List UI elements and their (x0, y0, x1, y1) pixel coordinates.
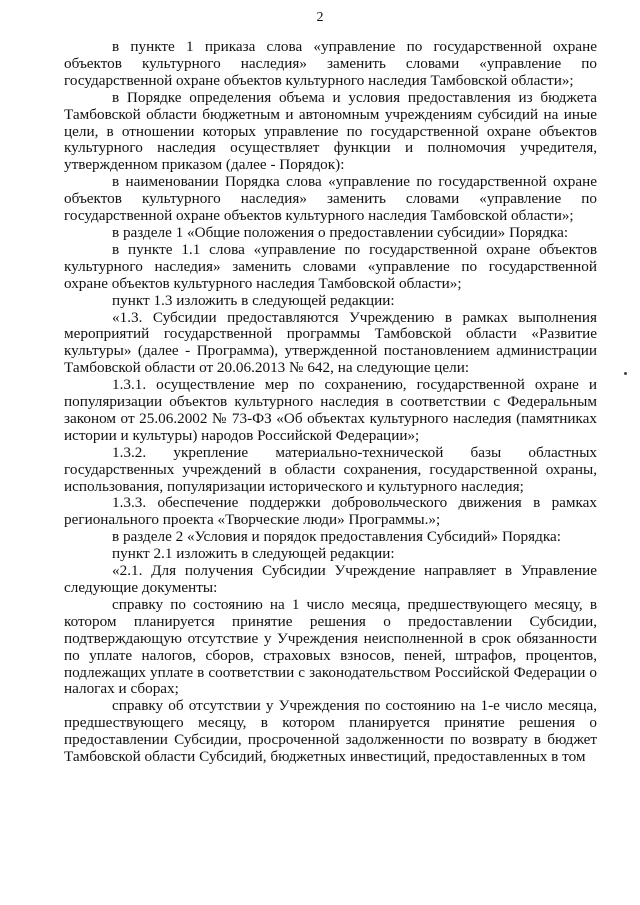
paragraph: в Порядке определения объема и условия предоставления из бюджета Тамбовской области бюджетным и автономным учреждениям субсидий на иные цели, в отношении которых управление по государственной охране объектов культурного наследия осуществляет функции и полномочия учредителя, утвержденном приказом (далее - Порядок): (64, 88, 597, 174)
paragraph: 1.3.1. осуществление мер по сохранению, государственной охране и популяризации объектов культурного наследия в соответствии с Федеральным законом от 25.06.2002 № 73-ФЗ «Об объектах культурного наследия (памятниках истории и культуры) народов Российской Федерации»; (64, 376, 597, 444)
page-number: 2 (316, 10, 324, 25)
paragraph: 1.3.2. укрепление материально-технической базы областных государственных учреждений в области сохранения, государственной охраны, использования, популяризации исторического и культурного наследия; (64, 443, 597, 495)
paragraph: в наименовании Порядка слова «управление по государственной охране объектов культурного наследия» заменить словами «управление по государственной охране объектов культурного наследия Тамбовской области»; (64, 173, 597, 225)
paragraph: в пункте 1 приказа слова «управление по государственной охране объектов культурного наследия» заменить словами «управление по государственной охране объектов культурного наследия Тамбовской области»; (64, 38, 597, 89)
paragraph: «1.3. Субсидии предоставляются Учреждению в рамках выполнения мероприятий государственной программы Тамбовской области «Развитие культуры» (далее - Программа), утвержденной постановлением администрации Тамбовской области от 20.06.2013 № 642, на следующие цели: (64, 308, 597, 377)
paragraph: пункт 2.1 изложить в следующей редакции: (112, 545, 395, 563)
document-body (64, 39, 597, 766)
paragraph: «2.1. Для получения Субсидии Учреждение направляет в Управление следующие документы: (64, 562, 597, 596)
paragraph: в разделе 2 «Условия и порядок предоставления Субсидий» Порядка: (112, 528, 561, 546)
paragraph: пункт 1.3 изложить в следующей редакции: (112, 291, 395, 309)
paragraph: справку об отсутствии у Учреждения по состоянию на 1-е число месяца, предшествующего месяцу, в котором планируется принятие решения о предоставлении Субсидии, просроченной задолженности по возврату в бюджет Тамбовской области Субсидий, бюджетных инвестиций, предоставленных в том (64, 697, 597, 766)
margin-dot (624, 372, 627, 375)
paragraph: справку по состоянию на 1 число месяца, предшествующего месяцу, в котором планируется принятие решения о предоставлении Субсидии, подтверждающую отсутствие у Учреждения неисполненной в срок обязанности по уплате налогов, сборов, страховых взносов, пеней, штрафов, процентов, подлежащих уплате в соответствии с законодательством Российской Федерации о налогах и сборах; (64, 595, 597, 698)
paragraph: в разделе 1 «Общие положения о предоставлении субсидии» Порядка: (112, 223, 569, 241)
paragraph: 1.3.3. обеспечение поддержки добровольческого движения в рамках регионального проекта «Творческие люди» Программы.»; (64, 494, 597, 529)
paragraph: в пункте 1.1 слова «управление по государственной охране объектов культурного наследия» заменить словами «управление по государственной охране объектов культурного наследия Тамбовской области»; (64, 240, 597, 292)
